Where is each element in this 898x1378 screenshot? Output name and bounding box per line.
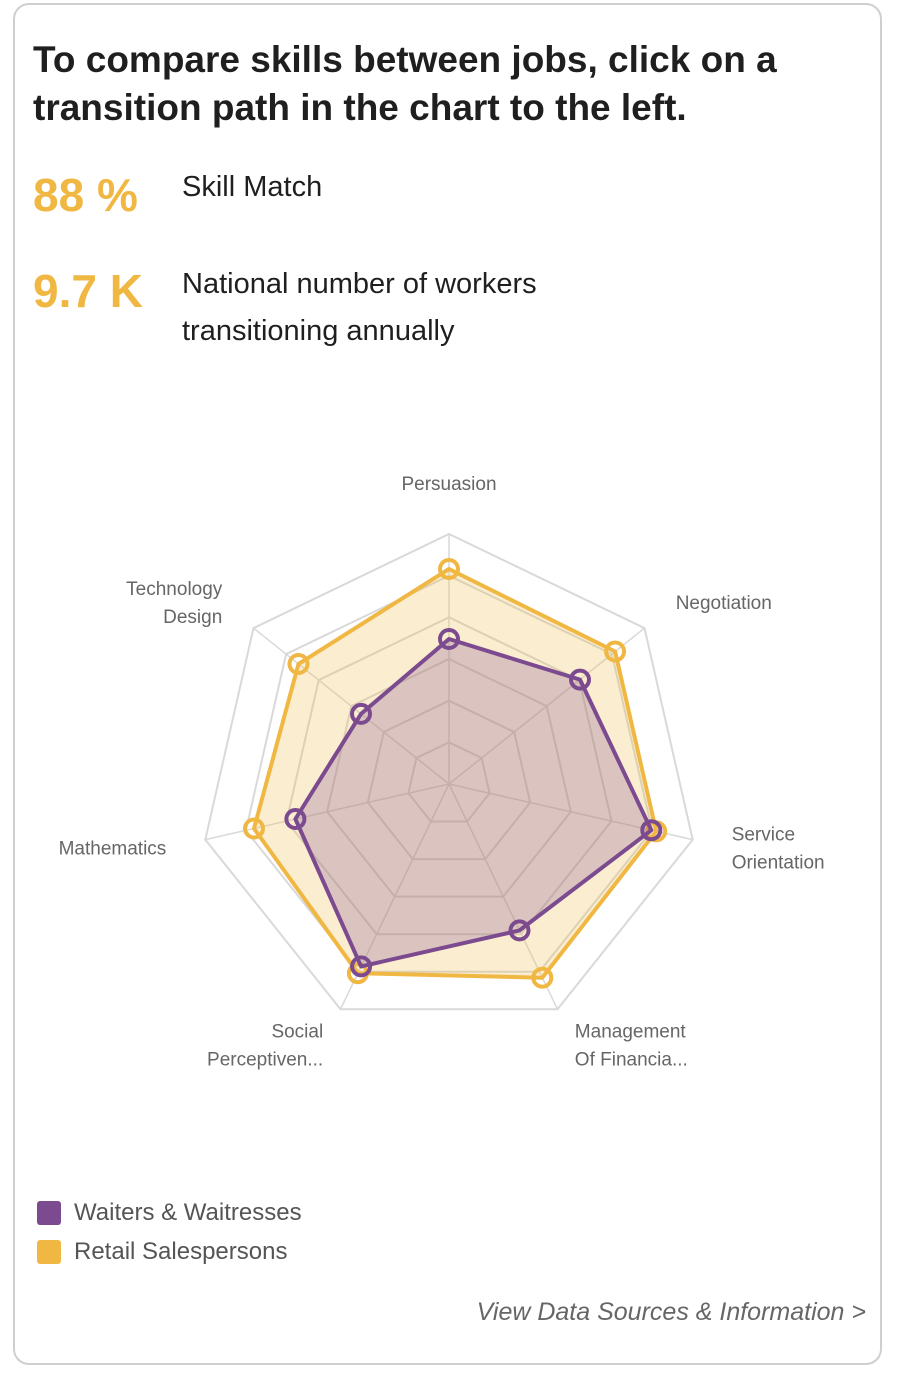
axis-label-line: Mathematics — [58, 838, 167, 860]
skill-match-value: 88 % — [33, 169, 138, 221]
axis-label — [59, 839, 167, 860]
axis-label — [676, 593, 772, 614]
axis-label — [207, 1021, 323, 1070]
axis-label-line: Negotiation — [675, 593, 772, 615]
axis-label — [575, 1021, 688, 1070]
view-data-sources-link[interactable]: View Data Sources & Information > — [476, 1298, 866, 1326]
chart-legend — [37, 1193, 302, 1271]
axis-label-line: Social — [271, 1021, 324, 1043]
axis-label-line: Design — [163, 607, 223, 629]
skill-match-label: Skill Match — [182, 171, 323, 203]
axis-label-line: Perceptiven... — [207, 1049, 324, 1071]
radar-series — [245, 560, 665, 987]
axis-label — [126, 579, 223, 628]
axis-label-line: Persuasion — [401, 474, 497, 495]
instruction-title: To compare skills between jobs, click on a transition path in the chart to the left. — [33, 39, 777, 128]
axis-label-line: Service — [731, 824, 796, 846]
workers-transitioning-label: National number of workers transitioning annually — [182, 268, 537, 347]
workers-transitioning-value: 9.7 K — [33, 265, 143, 317]
axis-label — [732, 825, 825, 874]
legend-item-waiters[interactable] — [37, 1193, 302, 1232]
axis-label-line: Orientation — [731, 852, 825, 874]
legend-swatch-retail — [37, 1240, 61, 1264]
legend-swatch-waiters — [37, 1201, 61, 1225]
legend-label-retail: Retail Salespersons — [74, 1237, 288, 1265]
axis-label-line: Of Financia... — [574, 1049, 688, 1071]
axis-label-line: Technology — [126, 579, 223, 601]
axis-label-line: Management — [574, 1021, 686, 1043]
legend-item-retail[interactable] — [37, 1232, 302, 1271]
axis-label — [401, 474, 496, 495]
legend-label-waiters: Waiters & Waitresses — [74, 1198, 302, 1226]
